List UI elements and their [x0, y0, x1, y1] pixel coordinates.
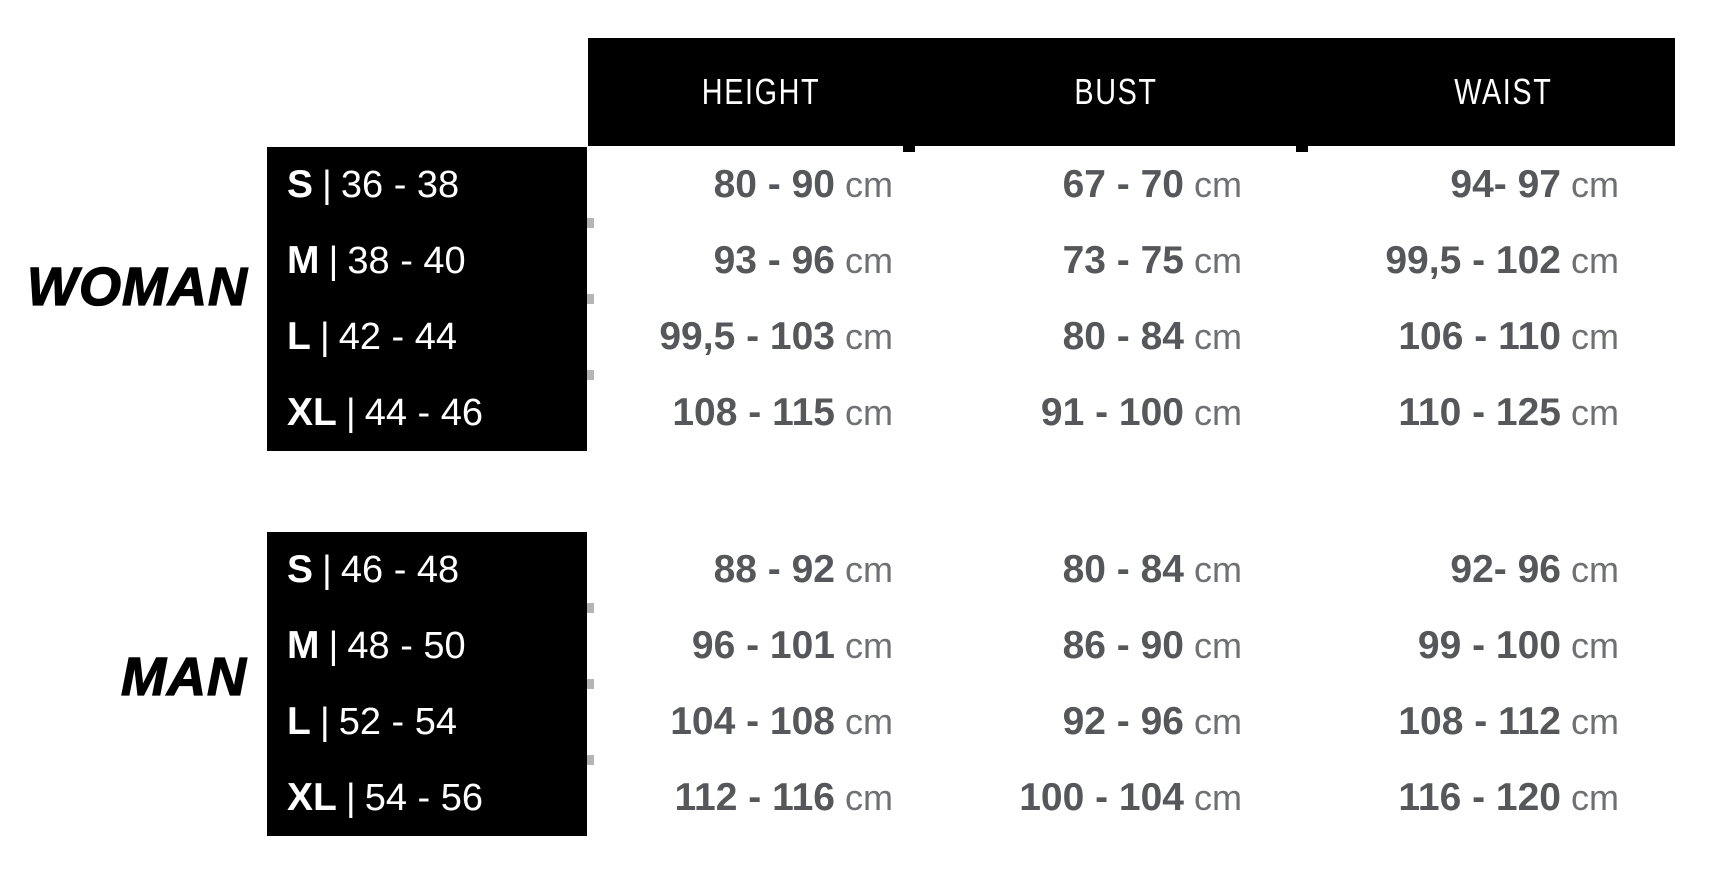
bust-cell	[943, 532, 1242, 608]
unit-label: cm	[1571, 240, 1619, 281]
unit-label: cm	[845, 625, 893, 666]
table-row	[0, 223, 1711, 299]
unit-label: cm	[1571, 777, 1619, 818]
column-header-height-label: HEIGHT	[701, 71, 821, 112]
unit-label: cm	[1194, 549, 1242, 590]
height-cell	[588, 299, 893, 375]
unit-label: cm	[1194, 316, 1242, 357]
height-value: 112 - 116	[674, 776, 835, 819]
bust-value: 73 - 75	[1062, 239, 1184, 282]
size-range: 54 - 56	[364, 777, 484, 819]
size-separator: |	[345, 392, 356, 434]
size-separator: |	[322, 164, 332, 206]
unit-label: cm	[1571, 392, 1619, 433]
waist-cell	[1320, 760, 1619, 836]
height-value: 88 - 92	[713, 548, 835, 591]
waist-cell	[1320, 147, 1619, 223]
height-cell	[588, 223, 893, 299]
bust-value: 91 - 100	[1040, 391, 1184, 434]
bust-cell	[943, 375, 1242, 451]
table-row	[0, 760, 1711, 836]
size-cell	[287, 299, 457, 375]
bust-value: 80 - 84	[1062, 548, 1184, 591]
bust-value: 100 - 104	[1019, 776, 1184, 819]
unit-label: cm	[1571, 549, 1619, 590]
column-header-height	[601, 38, 921, 146]
waist-cell	[1320, 223, 1619, 299]
height-cell	[588, 532, 893, 608]
bust-cell	[943, 223, 1242, 299]
size-cell	[287, 532, 459, 608]
size-label: S	[287, 548, 314, 591]
unit-label: cm	[845, 701, 893, 742]
height-cell	[588, 375, 893, 451]
size-cell	[287, 760, 483, 836]
height-cell	[588, 608, 893, 684]
bust-cell	[943, 608, 1242, 684]
bust-cell	[943, 299, 1242, 375]
unit-label: cm	[1194, 625, 1242, 666]
size-cell	[287, 375, 483, 451]
size-label: M	[287, 239, 320, 282]
bust-cell	[943, 684, 1242, 760]
unit-label: cm	[845, 240, 893, 281]
unit-label: cm	[1194, 777, 1242, 818]
size-label: M	[287, 624, 320, 667]
size-range: 44 - 46	[364, 392, 484, 434]
unit-label: cm	[845, 549, 893, 590]
size-label: XL	[287, 391, 337, 434]
unit-label: cm	[845, 316, 893, 357]
waist-value: 94- 97	[1450, 163, 1561, 206]
size-range: 52 - 54	[338, 701, 458, 743]
bust-value: 92 - 96	[1062, 700, 1184, 743]
unit-label: cm	[1571, 164, 1619, 205]
size-cell	[287, 147, 459, 223]
waist-cell	[1320, 299, 1619, 375]
waist-value: 116 - 120	[1398, 776, 1561, 819]
bust-cell	[943, 760, 1242, 836]
unit-label: cm	[1194, 392, 1242, 433]
height-value: 108 - 115	[672, 391, 835, 434]
size-cell	[287, 608, 466, 684]
waist-value: 92- 96	[1450, 548, 1561, 591]
height-cell	[588, 684, 893, 760]
unit-label: cm	[1194, 701, 1242, 742]
unit-label: cm	[845, 392, 893, 433]
waist-value: 110 - 125	[1398, 391, 1561, 434]
unit-label: cm	[1194, 164, 1242, 205]
table-row	[0, 532, 1711, 608]
size-separator: |	[328, 625, 339, 667]
man-section-label: MAN	[121, 647, 247, 707]
size-separator: |	[345, 777, 356, 819]
height-value: 104 - 108	[670, 700, 835, 743]
size-label: L	[287, 315, 311, 358]
size-label: L	[287, 700, 311, 743]
size-range: 36 - 38	[340, 164, 460, 206]
unit-label: cm	[1571, 701, 1619, 742]
size-cell	[287, 223, 466, 299]
waist-value: 99,5 - 102	[1385, 239, 1561, 282]
size-range: 38 - 40	[347, 240, 466, 282]
table-row	[0, 375, 1711, 451]
height-value: 93 - 96	[713, 239, 835, 282]
unit-label: cm	[1571, 316, 1619, 357]
unit-label: cm	[1194, 240, 1242, 281]
waist-value: 108 - 112	[1398, 700, 1561, 743]
waist-value: 99 - 100	[1417, 624, 1561, 667]
height-value: 96 - 101	[691, 624, 835, 667]
column-header-bust	[956, 38, 1276, 146]
bust-value: 80 - 84	[1062, 315, 1184, 358]
woman-section-label: WOMAN	[27, 257, 248, 317]
size-range: 48 - 50	[347, 625, 466, 667]
height-value: 80 - 90	[713, 163, 835, 206]
unit-label: cm	[845, 164, 893, 205]
size-label: S	[287, 163, 314, 206]
bust-value: 67 - 70	[1062, 163, 1184, 206]
table-row	[0, 608, 1711, 684]
size-separator: |	[322, 549, 332, 591]
waist-cell	[1320, 532, 1619, 608]
column-header-waist	[1343, 38, 1663, 146]
size-cell	[287, 684, 457, 760]
table-row	[0, 299, 1711, 375]
waist-value: 106 - 110	[1398, 315, 1561, 358]
size-range: 42 - 44	[338, 316, 458, 358]
size-range: 46 - 48	[340, 549, 460, 591]
height-value: 99,5 - 103	[659, 315, 835, 358]
table-row	[0, 684, 1711, 760]
size-separator: |	[319, 316, 330, 358]
size-separator: |	[319, 701, 330, 743]
height-cell	[588, 147, 893, 223]
table-row	[0, 147, 1711, 223]
waist-cell	[1320, 608, 1619, 684]
waist-cell	[1320, 375, 1619, 451]
column-header-bust-label: BUST	[1074, 71, 1158, 112]
unit-label: cm	[845, 777, 893, 818]
size-label: XL	[287, 776, 337, 819]
bust-value: 86 - 90	[1062, 624, 1184, 667]
waist-cell	[1320, 684, 1619, 760]
size-separator: |	[328, 240, 339, 282]
column-header-waist-label: WAIST	[1453, 71, 1553, 112]
height-cell	[588, 760, 893, 836]
unit-label: cm	[1571, 625, 1619, 666]
bust-cell	[943, 147, 1242, 223]
